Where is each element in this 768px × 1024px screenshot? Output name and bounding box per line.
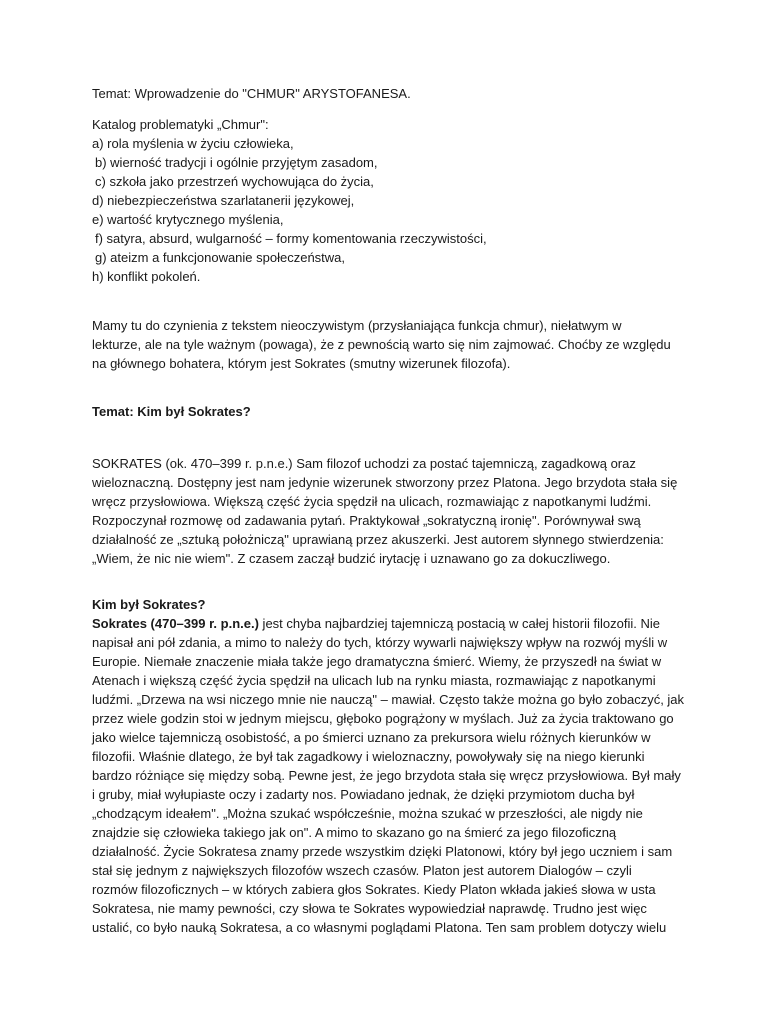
paragraph-line: „Wiem, że nic nie wiem". Z czasem zaczął budzić irytację i uznawano go za dokuczliwego. [92, 551, 611, 566]
catalog-item: c) szkoła jako przestrzeń wychowująca do życia, [95, 174, 374, 189]
paragraph-line: bardzo różniące się między sobą. Pewne jest, że jego brzydota stała się wręcz przysłowiowa. Był mały [92, 768, 681, 783]
catalog-item: f) satyra, absurd, wulgarność – formy komentowania rzeczywistości, [95, 231, 487, 246]
sokrates-paragraph [92, 454, 678, 568]
paragraph-line: Rozpoczynał rozmowę od zadawania pytań. Praktykował „sokratyczną ironię". Porównywał swą [92, 513, 641, 528]
topic-heading-sokrates: Temat: Kim był Sokrates? [92, 404, 251, 419]
paragraph-line: SOKRATES (ok. 470–399 r. p.n.e.) Sam filozof uchodzi za postać tajemniczą, zagadkową oraz [92, 456, 636, 471]
catalog-block [92, 115, 678, 286]
paragraph-line: znajdzie się człowieka takiego jak on". A mimo to skazano go na śmierć za jego filozoficzną [92, 825, 617, 840]
paragraph-line: działalność. Życie Sokratesa znamy przede wszystkim dzięki Platonowi, który był jego uczniem i sam [92, 844, 673, 859]
catalog-item: e) wartość krytycznego myślenia, [92, 212, 284, 227]
paragraph-line: „chodzącym ideałem". „Można szukać współcześnie, można szukać w przeszłości, ale nigdy nie [92, 806, 643, 821]
paragraph-line: wieloznaczną. Dostępny jest nam jedynie wizerunek stworzony przez Platona. Jego brzydota stała się [92, 475, 678, 490]
section-heading: Kim był Sokrates? [92, 597, 206, 612]
bio-lead-bold: Sokrates (470–399 r. p.n.e.) [92, 616, 259, 631]
intro-paragraph [92, 316, 678, 373]
paragraph-line [92, 614, 678, 633]
paragraph-line: wręcz przysłowiowa. Większą część życia spędził na ulicach, rozmawiając z napotkanymi ludźmi. [92, 494, 652, 509]
paragraph-line: stał się jednym z największych filozofów wszech czasów. Platon jest autorem Dialogów – czyli [92, 863, 632, 878]
paragraph-line: jako wielce tajemniczą osobistość, a po śmierci uznano za prekursora wielu różnych kierunków w [92, 730, 651, 745]
catalog-item: b) wierność tradycji i ogólnie przyjętym zasadom, [95, 155, 378, 170]
paragraph-line: rozmów filozoficznych – w których zabiera głos Sokrates. Kiedy Platon wkłada jakieś słowa w usta [92, 882, 656, 897]
paragraph-line: napisał ani pół zdania, a mimo to należy do tych, którzy wywarli największy wpływ na rozwój myśli w [92, 635, 668, 650]
paragraph-line: i gruby, miał wyłupiaste oczy i zadarty nos. Powiadano jednak, że dzięki przymiotom ducha był [92, 787, 635, 802]
paragraph-line: lekturze, ale na tyle ważnym (powaga), że z pewnością warto się nim zajmować. Choćby ze względu [92, 337, 671, 352]
bio-section [92, 595, 685, 937]
bio-first-line-rest: jest chyba najbardziej tajemniczą postacią w całej historii filozofii. Nie [258, 616, 660, 631]
catalog-item: h) konflikt pokoleń. [92, 269, 201, 284]
paragraph-line: Mamy tu do czynienia z tekstem nieoczywistym (przysłaniająca funkcja chmur), niełatwym w [92, 318, 622, 333]
catalog-item: d) niebezpieczeństwa szarlatanerii językowej, [92, 193, 355, 208]
paragraph-line: na głównego bohatera, którym jest Sokrates (smutny wizerunek filozofa). [92, 356, 511, 371]
catalog-item: a) rola myślenia w życiu człowieka, [92, 136, 294, 151]
paragraph-line: Europie. Niemałe znaczenie miała także jego dramatyczna śmierć. Wiemy, że przyszedł na świat w [92, 654, 662, 669]
catalog-title: Katalog problematyki „Chmur": [92, 117, 269, 132]
paragraph-line: ludźmi. „Drzewa na wsi niczego mnie nie nauczą" – mawiał. Często także można go było zobaczyć, jak [92, 692, 685, 707]
catalog-item: g) ateizm a funkcjonowanie społeczeństwa, [95, 250, 346, 265]
paragraph-line: przez wiele godzin stoi w jednym miejscu, głęboko pogrążony w myślach. Już za życia traktowano go [92, 711, 674, 726]
paragraph-line: Sokratesa, nie mamy pewności, czy słowa te Sokrates wypowiedział naprawdę. Trudno jest więc [92, 901, 647, 916]
paragraph-line: filozofii. Właśnie dlatego, że był tak zagadkowy i wieloznaczny, powoływały się na niego kierunki [92, 749, 645, 764]
paragraph-line: Atenach i większą część życia spędził na ulicach lub na rynku miasta, rozmawiając z napotkanymi [92, 673, 656, 688]
paragraph-line: ustalić, co było nauką Sokratesa, a co własnymi poglądami Platona. Ten sam problem dotyczy wielu [92, 920, 667, 935]
paragraph-line: działalność ze „sztuką położniczą" uprawianą przez akuszerki. Jest autorem słynnego stwierdzenia: [92, 532, 664, 547]
topic-heading-chmury: Temat: Wprowadzenie do "CHMUR" ARYSTOFANESA. [92, 86, 411, 101]
